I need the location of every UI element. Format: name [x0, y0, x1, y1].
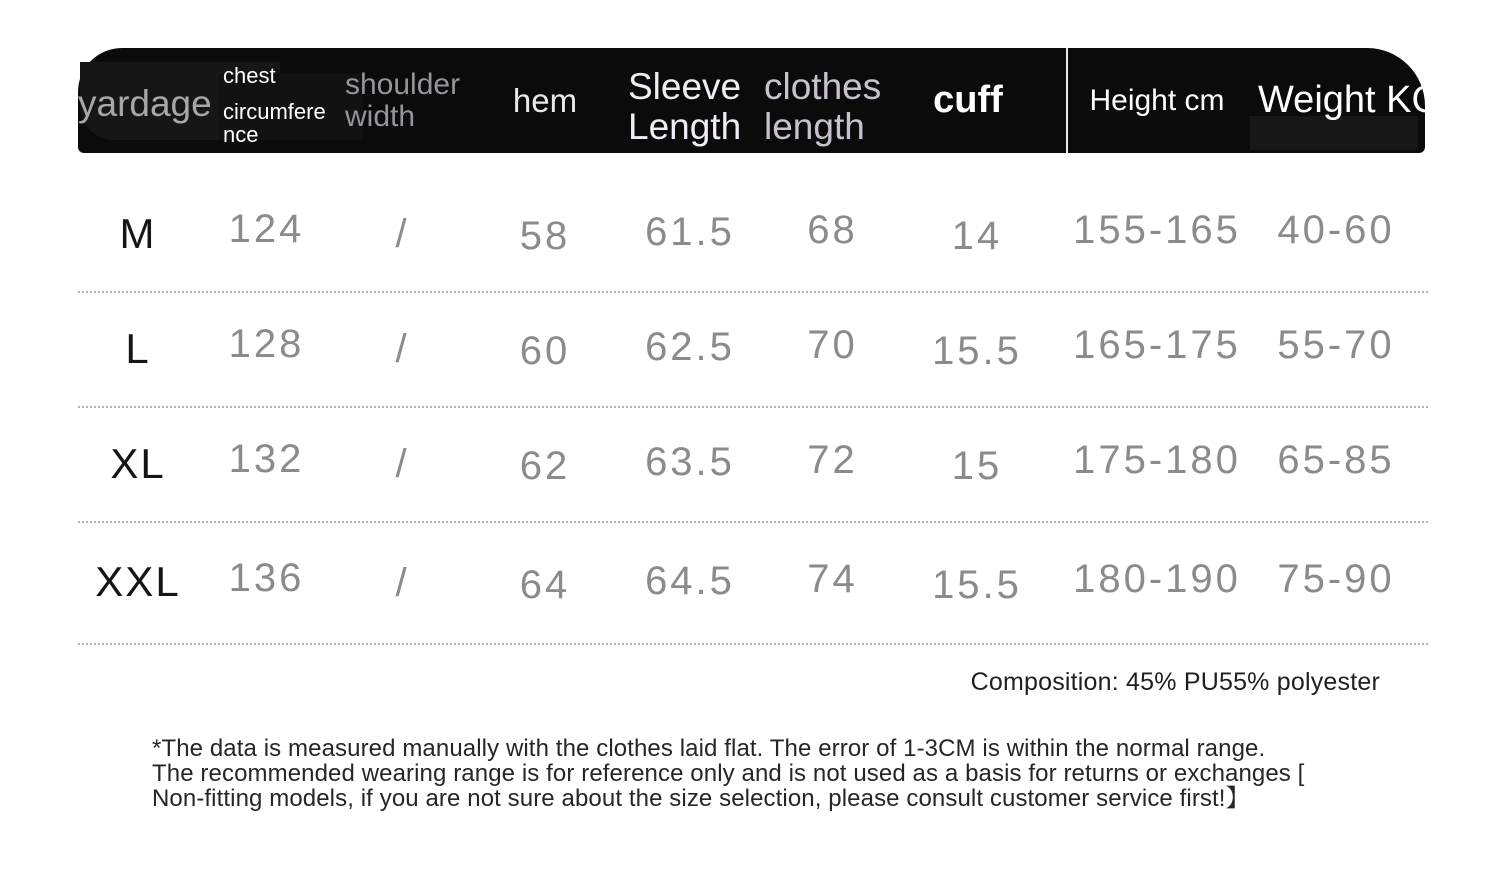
cell-chest: 132 — [228, 437, 305, 481]
column-header-clothes-length — [760, 67, 905, 147]
table-row-m — [78, 178, 1428, 293]
column-header-hem: hem — [512, 81, 578, 119]
column-header-sleeve-length — [620, 67, 760, 147]
cell-shoulder: / — [395, 327, 410, 371]
cell-clothes: 68 — [807, 208, 858, 252]
cell-height: 175-180 — [1073, 438, 1241, 482]
column-header-cuff: cuff — [933, 79, 1003, 121]
column-header-chest-line: chest — [223, 62, 276, 88]
cell-clothes: 74 — [807, 556, 858, 601]
cell-shoulder: / — [395, 212, 410, 256]
cell-height: 180-190 — [1073, 556, 1241, 601]
column-header-chest-circumference — [198, 64, 335, 146]
cell-hem: 62 — [519, 444, 571, 488]
column-header-shoulder-line: shoulder — [345, 67, 461, 101]
table-row-xxl — [78, 523, 1428, 645]
disclaimer-line: Non-fitting models, if you are not sure about the size selection, please consult customer service first!】 — [152, 785, 1250, 812]
cell-weight: 40-60 — [1277, 208, 1395, 252]
size-label: XXL — [95, 558, 181, 605]
disclaimer-line: *The data is measured manually with the clothes laid flat. The error of 1-3CM is within the normal range. — [152, 735, 1266, 762]
cell-cuff: 15.5 — [932, 329, 1022, 373]
cell-cuff: 15.5 — [932, 562, 1022, 607]
column-header-sleeve-line: Sleeve — [628, 65, 742, 107]
cell-cuff: 15 — [951, 444, 1003, 488]
column-header-weight-kg: Weight KG — [1258, 79, 1442, 121]
column-header-clothes-line: length — [764, 105, 865, 147]
cell-weight: 65-85 — [1277, 438, 1395, 482]
cell-weight: 75-90 — [1277, 556, 1395, 601]
cell-hem: 64 — [519, 562, 571, 607]
column-header-shoulder-line: width — [345, 99, 416, 133]
cell-sleeve: 62.5 — [645, 325, 735, 369]
column-header-shoulder-width — [335, 69, 470, 133]
cell-cuff: 14 — [951, 214, 1003, 258]
size-table-body — [78, 178, 1428, 645]
column-header-chest-line: nce — [223, 121, 259, 147]
cell-shoulder: / — [395, 560, 410, 605]
cell-sleeve: 63.5 — [645, 440, 735, 484]
column-header-chest-line: circumfere — [223, 98, 326, 124]
column-header-clothes-line: clothes — [764, 65, 882, 107]
cell-sleeve: 64.5 — [645, 558, 735, 603]
cell-chest: 136 — [228, 555, 305, 600]
cell-height: 165-175 — [1073, 323, 1241, 367]
cell-weight: 55-70 — [1277, 323, 1395, 367]
cell-clothes: 70 — [807, 323, 858, 367]
header-divider-line — [1066, 48, 1068, 153]
table-header-row — [78, 48, 1442, 153]
column-header-yardage: yardage — [78, 82, 212, 124]
cell-shoulder: / — [395, 442, 410, 486]
size-label: M — [119, 209, 157, 257]
table-row-l — [78, 293, 1428, 408]
table-row-xl — [78, 408, 1428, 523]
cell-chest: 128 — [228, 322, 305, 366]
cell-sleeve: 61.5 — [645, 210, 735, 254]
size-label: L — [125, 324, 151, 372]
cell-hem: 58 — [519, 214, 571, 258]
cell-clothes: 72 — [807, 438, 858, 482]
cell-chest: 124 — [228, 207, 305, 251]
disclaimer-line: The recommended wearing range is for reference only and is not used as a basis for returns or exchanges [ — [152, 760, 1305, 787]
disclaimer-text — [152, 736, 1304, 811]
cell-height: 155-165 — [1073, 208, 1241, 252]
size-label: XL — [110, 439, 166, 487]
column-header-sleeve-line: Length — [628, 105, 742, 147]
column-header-height-cm: Height cm — [1089, 83, 1225, 117]
composition-note: Composition: 45% PU55% polyester — [970, 668, 1380, 696]
cell-hem: 60 — [519, 329, 571, 373]
table-header-bar — [78, 48, 1442, 153]
